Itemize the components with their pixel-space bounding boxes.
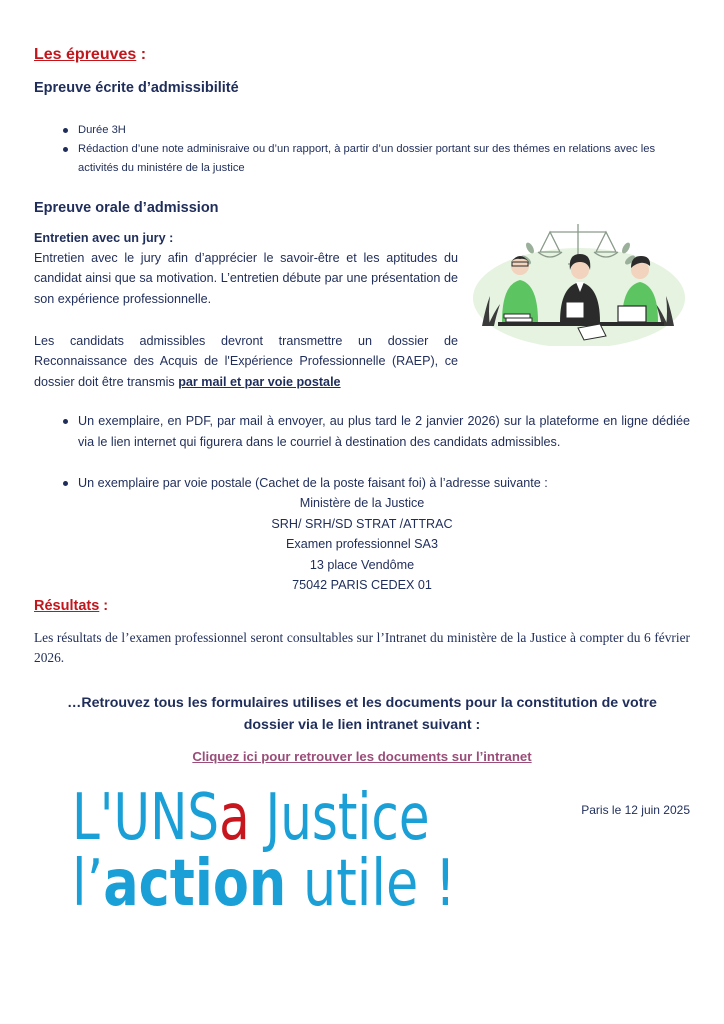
logo-text: utile !: [286, 847, 456, 921]
paragraph-raep: [34, 331, 458, 392]
logo-text: L'UNS: [72, 781, 220, 855]
section-title-resultats: [34, 598, 108, 614]
address-line: Examen professionnel SA3: [286, 537, 438, 551]
paragraph-raep-emphasis: par mail et par voie postale: [178, 374, 341, 389]
paragraph-raep-text: Les candidats admissibles devront transmettre un dossier de Reconnaissance des Acquis de l'Expérience Professionnelle (RAEP), ce dossier doit être transmis: [34, 334, 458, 389]
section-title-colon: :: [136, 46, 147, 63]
list-item: Un exemplaire par voie postale (Cachet de la poste faisant foi) à l’adresse suivante :: [34, 473, 690, 494]
section-title-epreuves: [34, 46, 146, 64]
section-title-colon: :: [99, 598, 109, 614]
logo-text-bold: action: [103, 847, 287, 921]
postal-address: [190, 493, 534, 596]
list-item: Durée 3H: [34, 121, 690, 140]
jury-illustration-icon: [468, 218, 690, 346]
list-transmission: [34, 411, 690, 494]
logo-text-accent: a: [219, 781, 250, 855]
address-line: Ministère de la Justice: [299, 496, 425, 510]
address-line: 13 place Vendôme: [309, 557, 415, 572]
heading-epreuve-ecrite: Epreuve écrite d’admissibilité: [34, 80, 239, 96]
section-title-text: Résultats: [34, 598, 100, 614]
intranet-link[interactable]: Cliquez ici pour retrouver les documents sur l’intranet: [192, 749, 532, 764]
list-epreuve-ecrite: [34, 121, 690, 178]
heading-epreuve-orale: Epreuve orale d’admission: [34, 200, 219, 216]
list-item: Rédaction d’une note adminisraive ou d’un rapport, à partir d’un dossier portant sur des thémes en relations avec les activités du ministére de la justice: [34, 140, 690, 178]
unsa-justice-logo: [72, 781, 540, 921]
address-line: 75042 PARIS CEDEX 01: [292, 578, 432, 592]
paragraph-entretien: Entretien avec le jury afin d’apprécier le savoir-être et les aptitudes du candidat ainsi que sa motivation. L’entretien débute par une présentation de son expérience professionnelle.: [34, 251, 458, 306]
logo-line-2: [72, 847, 456, 921]
subheading-entretien: Entretien avec un jury :: [34, 231, 174, 245]
logo-text: Justice: [249, 781, 430, 855]
section-title-text: Les épreuves: [34, 46, 137, 63]
document-date: Paris le 12 juin 2025: [581, 803, 690, 817]
resultats-text: Les résultats de l’examen professionnel seront consultables sur l’Intranet du ministère de la Justice à compter du 6 février 2026.: [34, 630, 690, 665]
address-line: SRH/ SRH/SD STRAT /ATTRAC: [271, 516, 453, 531]
list-item: Un exemplaire, en PDF, par mail à envoyer, au plus tard le 2 janvier 2026) sur la plateforme en ligne dédiée via le lien internet qui figurera dans le courriel à destination des candidats admissibles.: [34, 411, 690, 452]
logo-line-1: [72, 781, 437, 855]
cta-text: …Retrouvez tous les formulaires utilises et les documents pour la constitution de votre dossier via le lien intranet suivant :: [67, 695, 657, 733]
logo-text: l’: [72, 847, 104, 921]
